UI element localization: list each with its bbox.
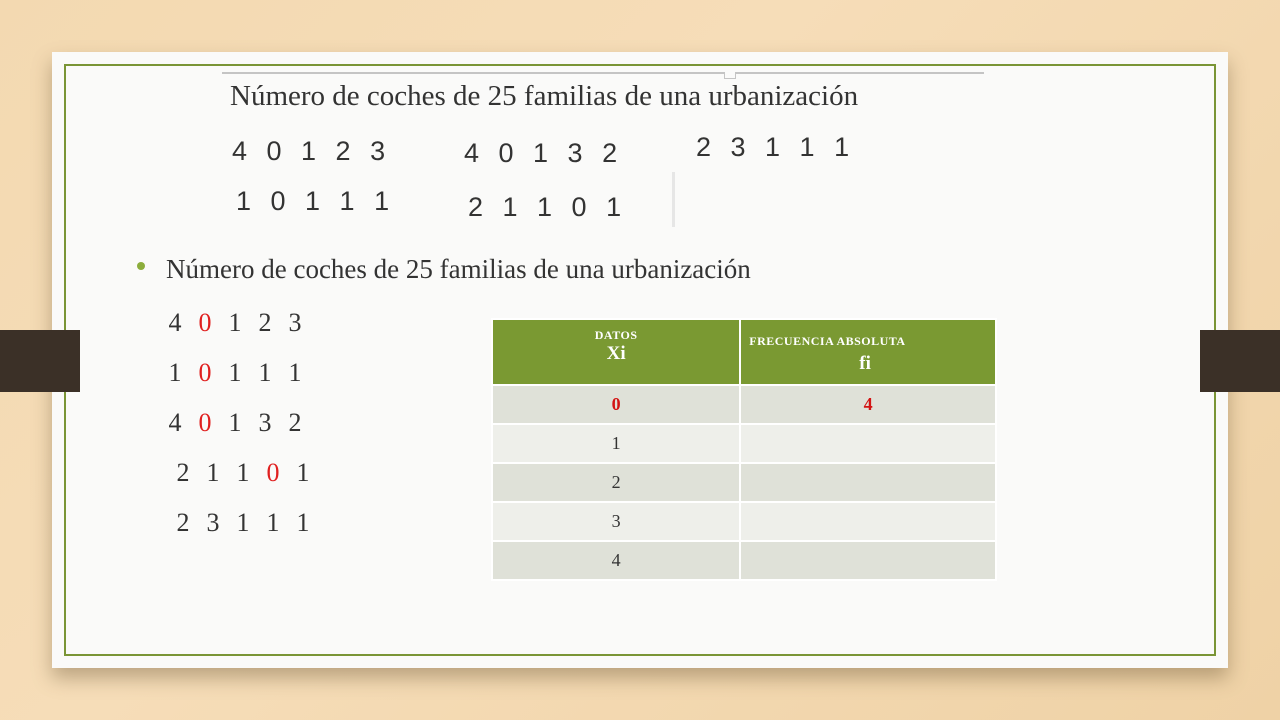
data-row xyxy=(160,358,310,388)
image-sequence: 4 0 1 2 3 xyxy=(232,136,387,166)
data-value: 3 xyxy=(206,508,220,537)
table-row xyxy=(492,424,996,463)
data-value-highlighted: 0 xyxy=(198,358,212,387)
data-value: 3 xyxy=(288,308,302,337)
header-xi-label: Xi xyxy=(606,343,626,364)
data-value: 2 xyxy=(176,458,190,487)
image-sequence: 1 0 1 1 1 xyxy=(236,186,391,216)
table-row xyxy=(492,502,996,541)
right-decoration-bar xyxy=(1200,330,1280,392)
data-value: 1 xyxy=(228,308,242,337)
data-value: 1 xyxy=(296,508,310,537)
bullet-icon xyxy=(137,262,145,270)
data-value: 1 xyxy=(168,358,182,387)
data-row xyxy=(168,458,318,488)
header-datos-label: DATOS xyxy=(594,328,638,342)
data-value: 1 xyxy=(236,508,250,537)
data-row xyxy=(160,408,310,438)
xi-cell: 1 xyxy=(492,424,740,463)
data-value: 1 xyxy=(228,358,242,387)
data-value: 2 xyxy=(176,508,190,537)
table-header-row xyxy=(492,319,996,385)
data-value-highlighted: 0 xyxy=(198,408,212,437)
data-row xyxy=(160,308,310,338)
bullet-text: Número de coches de 25 familias de una urbanización xyxy=(166,254,751,284)
left-decoration-bar xyxy=(0,330,80,392)
image-sequence: 2 3 1 1 1 xyxy=(696,132,851,162)
fi-cell xyxy=(740,502,996,541)
data-value: 2 xyxy=(288,408,302,437)
data-value: 1 xyxy=(296,458,310,487)
data-value: 1 xyxy=(266,508,280,537)
data-value: 1 xyxy=(228,408,242,437)
data-value: 1 xyxy=(236,458,250,487)
image-top-border xyxy=(222,72,984,74)
data-value: 3 xyxy=(258,408,272,437)
image-sequence: 2 1 1 0 1 xyxy=(468,192,623,222)
xi-cell: 4 xyxy=(492,541,740,580)
data-value: 1 xyxy=(206,458,220,487)
table-row xyxy=(492,541,996,580)
fi-cell xyxy=(740,463,996,502)
pasted-data-image xyxy=(222,72,984,227)
xi-cell: 2 xyxy=(492,463,740,502)
image-notch xyxy=(724,72,736,79)
fi-cell xyxy=(740,541,996,580)
header-datos xyxy=(492,319,740,385)
xi-cell: 0 xyxy=(492,385,740,424)
header-fi-label: fi xyxy=(859,353,871,374)
xi-cell: 3 xyxy=(492,502,740,541)
data-value: 1 xyxy=(258,358,272,387)
table-row xyxy=(492,463,996,502)
data-value: 2 xyxy=(258,308,272,337)
fi-cell: 4 xyxy=(740,385,996,424)
header-frecuencia xyxy=(740,319,996,385)
table-row xyxy=(492,385,996,424)
fi-cell xyxy=(740,424,996,463)
data-value: 4 xyxy=(168,308,182,337)
frequency-table xyxy=(491,318,997,581)
data-row xyxy=(168,508,318,538)
image-sequence: 4 0 1 3 2 xyxy=(464,138,619,168)
header-frecuencia-label: FRECUENCIA ABSOLUTA xyxy=(749,334,906,348)
image-separator xyxy=(672,172,675,227)
data-value: 1 xyxy=(288,358,302,387)
data-value-highlighted: 0 xyxy=(266,458,280,487)
data-value: 4 xyxy=(168,408,182,437)
image-title: Número de coches de 25 familias de una urbanización xyxy=(230,80,859,112)
data-value-highlighted: 0 xyxy=(198,308,212,337)
